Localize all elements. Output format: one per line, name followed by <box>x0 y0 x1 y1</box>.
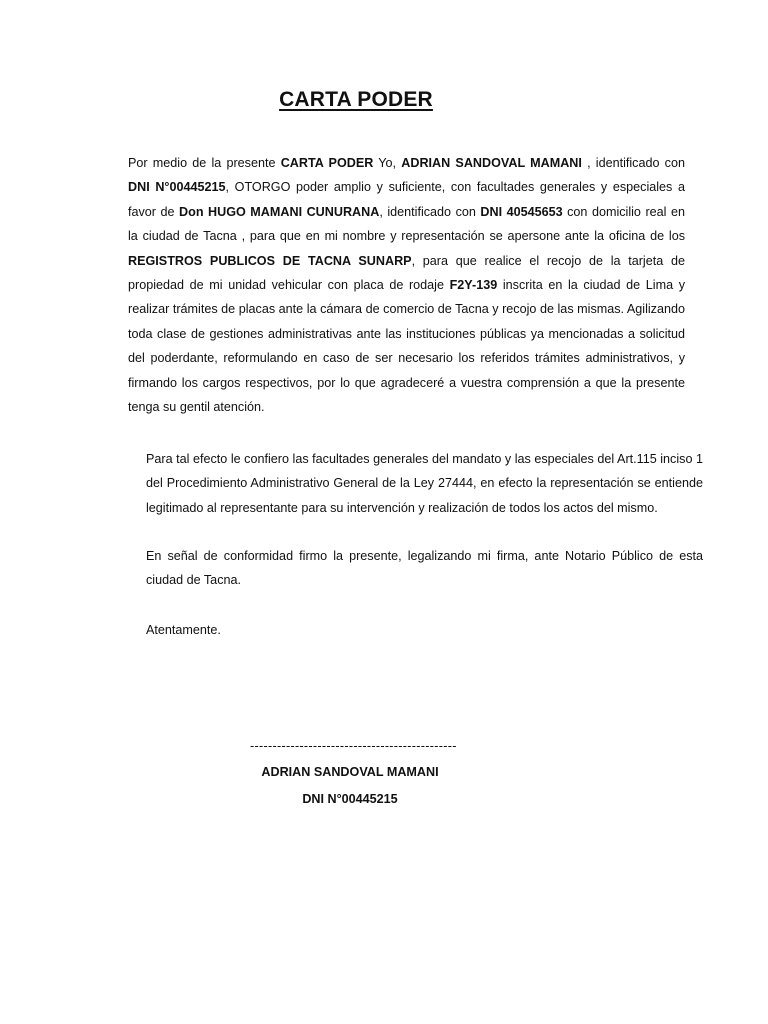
paragraph-text: inscrita en la ciudad de Lima y realizar trámites de placas ante la cámara de comercio de Tacna y recojo de las mismas. Agilizando toda clase de gestiones administrativas ante las instituciones públicas ya mencionadas a solicitud del poderdante, reformulando en caso de ser necesario los referidos trámites administrativos, y firmando los cargos respectivos, por lo que agradeceré a vuestra comprensión a que la presente tenga su gentil atención. <box>128 278 686 415</box>
grantor-dni: DNI N°00445215 <box>128 180 226 195</box>
document-title: CARTA PODER <box>279 88 433 111</box>
registry-office: REGISTROS PUBLICOS DE TACNA SUNARP <box>128 253 412 268</box>
paragraph-conformity: En señal de conformidad firmo la presente, legalizando mi firma, ante Notario Público de esta ciudad de Tacna. <box>146 549 703 588</box>
paragraph-text: , identificado con <box>379 204 481 219</box>
grantor-name: ADRIAN SANDOVAL MAMANI <box>401 156 582 170</box>
grantee-dni: DNI 40545653 <box>480 204 563 219</box>
paragraph-text: con domicilio real en la ciudad de Tacna , para que en mi nombre y representación se apersone ante la oficina de los <box>128 204 685 244</box>
signer-dni: DNI N°00445215 <box>302 792 398 806</box>
grantee-name: Don HUGO MAMANI CUNURANA <box>179 204 380 219</box>
paragraph-text: , para que realice el recojo de la tarjeta de propiedad de mi unidad vehicular con placa de rodaje <box>128 253 685 293</box>
paragraph-faculties: Para tal efecto le confiero las facultades generales del mandato y las especiales del Art.115 inciso 1 del Procedimiento Administrativo General de la Ley 27444, en efecto la representación se entiende legitimado al representante para su intervención y realización de todos los actos del mismo. <box>146 452 703 515</box>
license-plate: F2Y-139 <box>449 278 498 293</box>
carta-poder-term: CARTA PODER <box>280 156 374 170</box>
signer-name: ADRIAN SANDOVAL MAMANI <box>261 765 439 779</box>
paragraph-text: , OTORGO poder amplio y suficiente, con facultades generales y especiales a favor de <box>128 180 685 219</box>
signature-line: ---------------------------------------------- <box>250 739 457 753</box>
paragraph-text: Yo, <box>373 156 402 170</box>
paragraph-text: Por medio de la presente <box>128 156 281 170</box>
closing-salutation: Atentamente. <box>146 623 221 637</box>
paragraph-text: , identificado con <box>581 156 685 170</box>
paragraph-grant <box>101 151 685 419</box>
